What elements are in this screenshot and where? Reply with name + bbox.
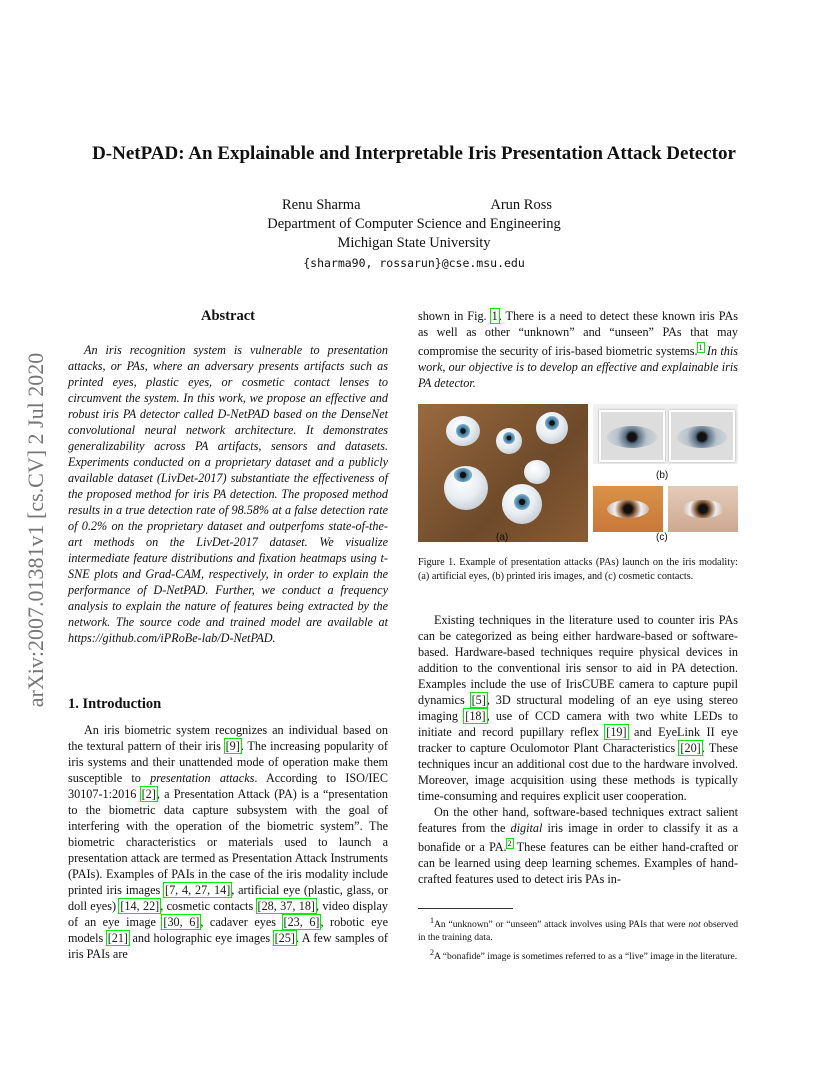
footnotes (418, 914, 738, 965)
citation-link[interactable]: [2] (141, 787, 156, 801)
introduction-body (68, 722, 388, 962)
citation-link[interactable]: [21] (107, 931, 128, 945)
artificial-eyes-photo (418, 404, 588, 542)
cosmetic-contact-image (668, 486, 738, 532)
citation-link[interactable]: [14, 22] (120, 899, 160, 913)
artificial-eye-image (536, 412, 568, 444)
footnote-1: $^1$An “unknown” or “unseen” attack involves using PAIs that were not observed in the training data. (418, 916, 739, 944)
printed-iris-image (669, 410, 735, 462)
figure-label-c: (c) (656, 532, 668, 543)
citation-link[interactable]: [28, 37, 18] (257, 899, 315, 913)
citation-link[interactable]: [18] (465, 709, 486, 723)
citation-link[interactable]: [20] (680, 741, 701, 755)
right-column-top (418, 308, 738, 391)
citation-link[interactable]: [25] (274, 931, 295, 945)
citation-link[interactable]: [30, 6] (163, 915, 200, 929)
footnote-link[interactable]: 1 (698, 343, 703, 352)
author-1: Renu Sharma (282, 197, 361, 213)
body-paragraph: On the other hand, software-based techniques extract salient features from the digital iris image in order to classify it as a bonafide or a PA.$^2$ These features can be either hand-crafted or can be learned using deep learning schemes. Examples of hand-crafted features used to detect iris PAs in- (418, 805, 738, 887)
right-paragraph: shown in Fig. 1. There is a need to detect these known iris PAs as well as other “unknown” and “unseen” PAs that may compromise the security of iris-based biometric systems.$^1$ In this work, our objective is to develop an effective and explainable iris PA detector. (418, 309, 738, 391)
section-heading-introduction: 1. Introduction (68, 696, 162, 712)
footnote-link[interactable]: 2 (507, 839, 512, 848)
paper-title: D-NetPAD: An Explainable and Interpretable Iris Presentation Attack Detector (92, 143, 736, 164)
arxiv-sidebar-stamp: arXiv:2007.01381v1 [cs.CV] 2 Jul 2020 (23, 352, 48, 708)
printed-iris-image (599, 410, 665, 462)
printed-iris-photos (593, 404, 738, 464)
footnote-rule (418, 908, 513, 909)
artificial-eye-image (444, 466, 488, 510)
author-2: Arun Ross (490, 197, 552, 213)
footnote-2: $^2$A “bonafide” image is sometimes referred to as a “live” image in the literature. (430, 948, 738, 963)
figure-caption: Figure 1. Example of presentation attacks (PAs) launch on the iris modality: (a) artificial eyes, (b) printed iris images, and (c) cosmetic contacts. (418, 557, 738, 582)
abstract-body (68, 342, 388, 646)
abstract-text: An iris recognition system is vulnerable to presentation attacks, or PAs, where an adversary presents artifacts such as printed eyes, plastic eyes, or cosmetic contact lenses to circumvent the system. In this work, we propose an effective and robust iris PA detector called D-NetPAD based on the DenseNet convolutional neural network architecture. It demonstrates generalizability across PA artifacts, sensors and datasets. Experiments conducted on a proprietary dataset and a publicly available dataset (LivDet-2017) substantiate the effectiveness of the proposed method for iris PA detection. The proposed method results in a true detection rate of 98.58% at a false detection rate of 0.2% on the proprietary dataset and outperfoms state-of-the-art methods on the LivDet-2017 dataset. We visualize intermediate feature distributions and fixation heatmaps using t-SNE plots and Grad-CAM, respectively, in order to explain the performance of D-NetPAD. Further, we conduct a frequency analysis to explain the nature of features being extracted by the network. The source code and trained model are available at https://github.com/iPRoBe-lab/D-NetPAD. (68, 343, 388, 645)
figure-link[interactable]: 1 (491, 309, 498, 323)
intro-paragraph: An iris biometric system recognizes an individual based on the textural pattern of their iris [9]. The increasing popularity of iris systems and their unattended mode of operation make them susceptible to presentation attacks. According to ISO/IEC 30107-1:2016 [2], a Presentation Attack (PA) is a “presentation to the biometric data capture subsystem with the goal of interfering with the operation of the biometric system”. The biometric characteristics or materials used to launch a presentation attack are termed as Presentation Attack Instruments (PAIs). Examples of PAIs in the case of the iris modality include printed iris images [7, 4, 27, 14], artificial eye (plastic, glass, or doll eyes) [14, 22], cosmetic contacts [28, 37, 18], video display of an eye image [30, 6], cadaver eyes [23, 6], robotic eye models [21] and holographic eye images [25]. A few samples of iris PAIs are (68, 723, 388, 961)
artificial-eye-image (502, 484, 542, 524)
citation-link[interactable]: [19] (606, 725, 627, 739)
cosmetic-contact-image (593, 486, 663, 532)
citation-link[interactable]: [5] (471, 693, 486, 707)
affiliation (0, 215, 828, 252)
citation-link[interactable]: [7, 4, 27, 14] (165, 883, 231, 897)
body-paragraph: Existing techniques in the literature used to counter iris PAs can be categorized as being either hardware-based or software-based. Hardware-based techniques require physical devices in addition to the conventional iris sensor to aid in PA detection. Examples include the use of IrisCUBE camera to capture pupil dynamics [5], 3D structural modeling of an eye using stereo imaging [18], use of CCD camera with two white LEDs to initiate and record pupillary reflex [19] and EyeLink II eye tracker to capture Oculomotor Plant Characteristics [20]. These techniques incur an additional cost due to the hardware involved. Moreover, image acquisition using these methods is typically time-consuming and requires explicit user cooperation. (418, 613, 738, 803)
abstract-heading: Abstract (201, 308, 255, 324)
figure-label-a: (a) (496, 532, 509, 543)
citation-link[interactable]: [9] (225, 739, 240, 753)
affiliation-univ: Michigan State University (337, 234, 491, 251)
artificial-eye-image (524, 460, 550, 484)
author-email: {sharma90, rossarun}@cse.msu.edu (303, 256, 525, 270)
affiliation-dept: Department of Computer Science and Engineering (267, 216, 561, 232)
artificial-eye-image (446, 416, 480, 446)
citation-link[interactable]: [23, 6] (283, 915, 320, 929)
figure-1 (418, 404, 738, 542)
figure-label-b: (b) (656, 470, 669, 481)
artificial-eye-image (496, 428, 522, 454)
right-column-body (418, 612, 738, 887)
